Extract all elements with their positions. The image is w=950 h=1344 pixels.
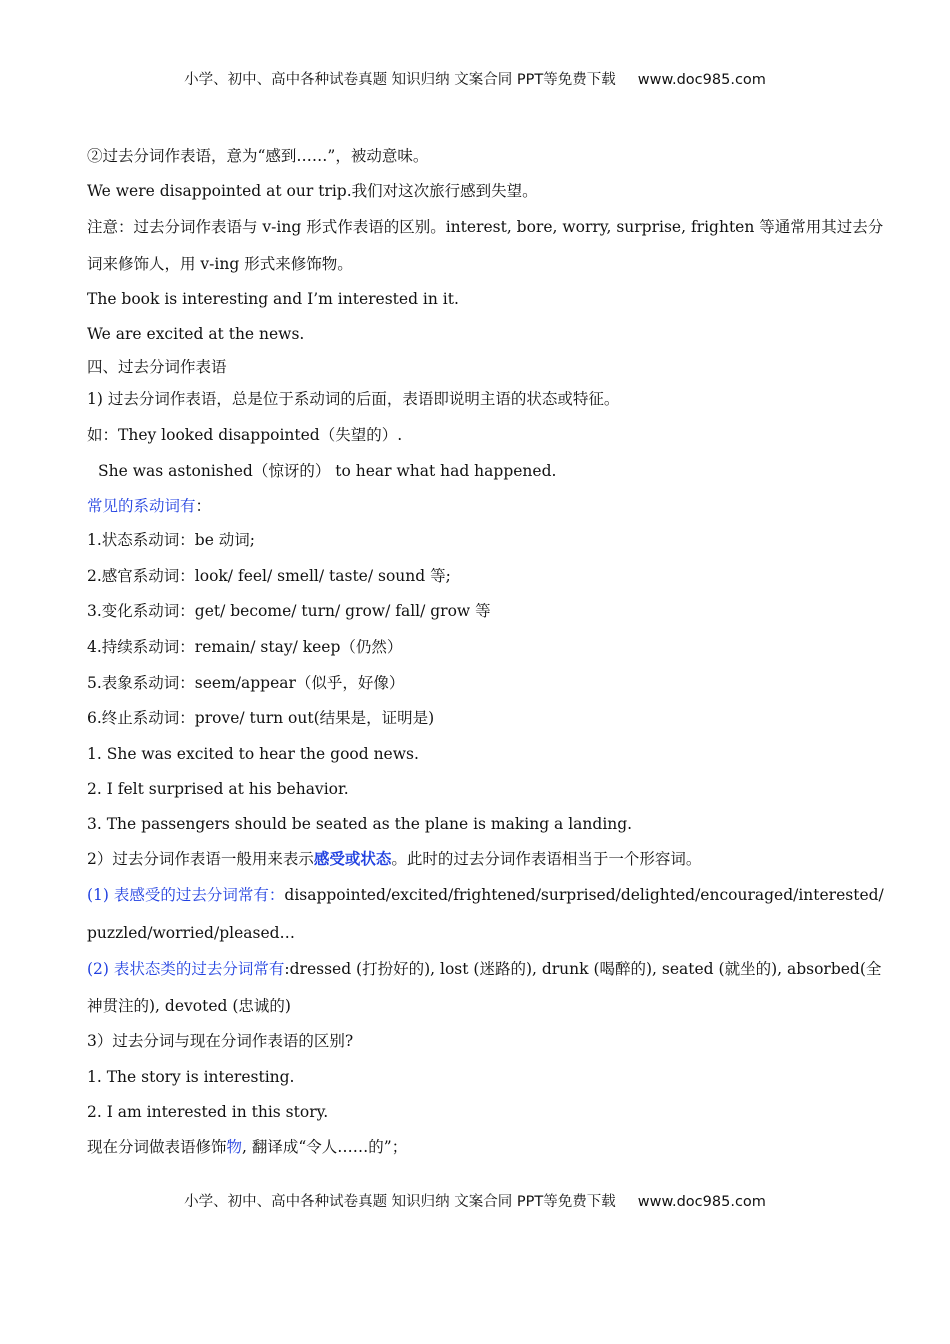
blue-label: (2) 表状态类的过去分词常有 [87,960,285,978]
text-span: disappointed/excited/frightened/surprised/delighted/encouraged/interested/ [284,886,884,904]
section-heading: 四、过去分词作表语 [87,358,227,376]
highlight-text: 物 [226,1138,243,1156]
list-item: 4.持续系动词：remain/ stay/ keep（仍然） [87,638,403,656]
text-span: 现在分词做表语修饰 [87,1138,227,1156]
text-line: The book is interesting and I’m interested in it. [87,290,459,308]
example-line: 1. The story is interesting. [87,1068,295,1086]
blue-label: 常见的系动词有 [87,497,196,515]
example-line: 2. I felt surprised at his behavior. [87,780,349,798]
text-line: 1) 过去分词作表语，总是位于系动词的后面，表语即说明主语的状态或特征。 [87,390,620,408]
text-line: puzzled/worried/pleased… [87,924,296,942]
page-header [0,68,950,89]
footer-url[interactable]: www.doc985.com [637,1194,766,1210]
text-line: She was astonished（惊讶的） to hear what had happened. [98,462,557,480]
text-line: 词来修饰人，用 v-ing 形式来修饰物。 [87,255,353,273]
text-line: 3）过去分词与现在分词作表语的区别? [87,1032,354,1050]
text-span: :dressed (打扮好的), lost (迷路的), drunk (喝醉的), seated (就坐的), absorbed(全 [284,960,882,978]
example-line: 2. I am interested in this story. [87,1103,329,1121]
list-item: 6.终止系动词：prove/ turn out(结果是，证明是) [87,709,435,727]
blue-label: (1) 表感受的过去分词常有： [87,886,285,904]
list-item: 1.状态系动词：be 动词; [87,531,256,549]
text-line: 注意：过去分词作表语与 v-ing 形式作表语的区别。interest, bore, worry, surprise, frighten 等通常用其过去分 [87,218,884,236]
text-line: 神贯注的), devoted (忠诚的) [87,997,291,1015]
text-line [87,496,211,516]
text-line: We were disappointed at our trip.我们对这次旅行感到失望。 [87,182,538,200]
text-line: We are excited at the news. [87,325,305,343]
text-line [87,1137,407,1157]
text-line [87,885,884,905]
text-line [87,849,701,869]
footer-text: 小学、初中、高中各种试卷真题 知识归纳 文案合同 PPT等免费下载 [184,1194,616,1210]
example-line: 3. The passengers should be seated as the plane is making a landing. [87,815,633,833]
highlight-text: 感受或状态 [313,849,392,868]
text-line: ②过去分词作表语，意为“感到……”，被动意味。 [87,147,429,165]
text-span: , 翻译成“令人……的”； [242,1138,408,1156]
list-item: 2.感官系动词：look/ feel/ smell/ taste/ sound 等; [87,567,451,585]
list-item: 5.表象系动词：seem/appear（似乎，好像） [87,674,405,692]
header-text: 小学、初中、高中各种试卷真题 知识归纳 文案合同 PPT等免费下载 [184,72,616,88]
text-span: 2）过去分词作表语一般用来表示 [87,850,314,868]
example-line: 1. She was excited to hear the good news. [87,745,419,763]
text-line: 如：They looked disappointed（失望的）. [87,426,403,444]
header-url[interactable]: www.doc985.com [637,72,766,88]
list-item: 3.变化系动词：get/ become/ turn/ grow/ fall/ grow 等 [87,602,491,620]
text-span: 。此时的过去分词作表语相当于一个形容词。 [391,850,702,868]
page-footer [0,1190,950,1211]
text-line [87,959,881,979]
text-span: ： [195,497,212,515]
